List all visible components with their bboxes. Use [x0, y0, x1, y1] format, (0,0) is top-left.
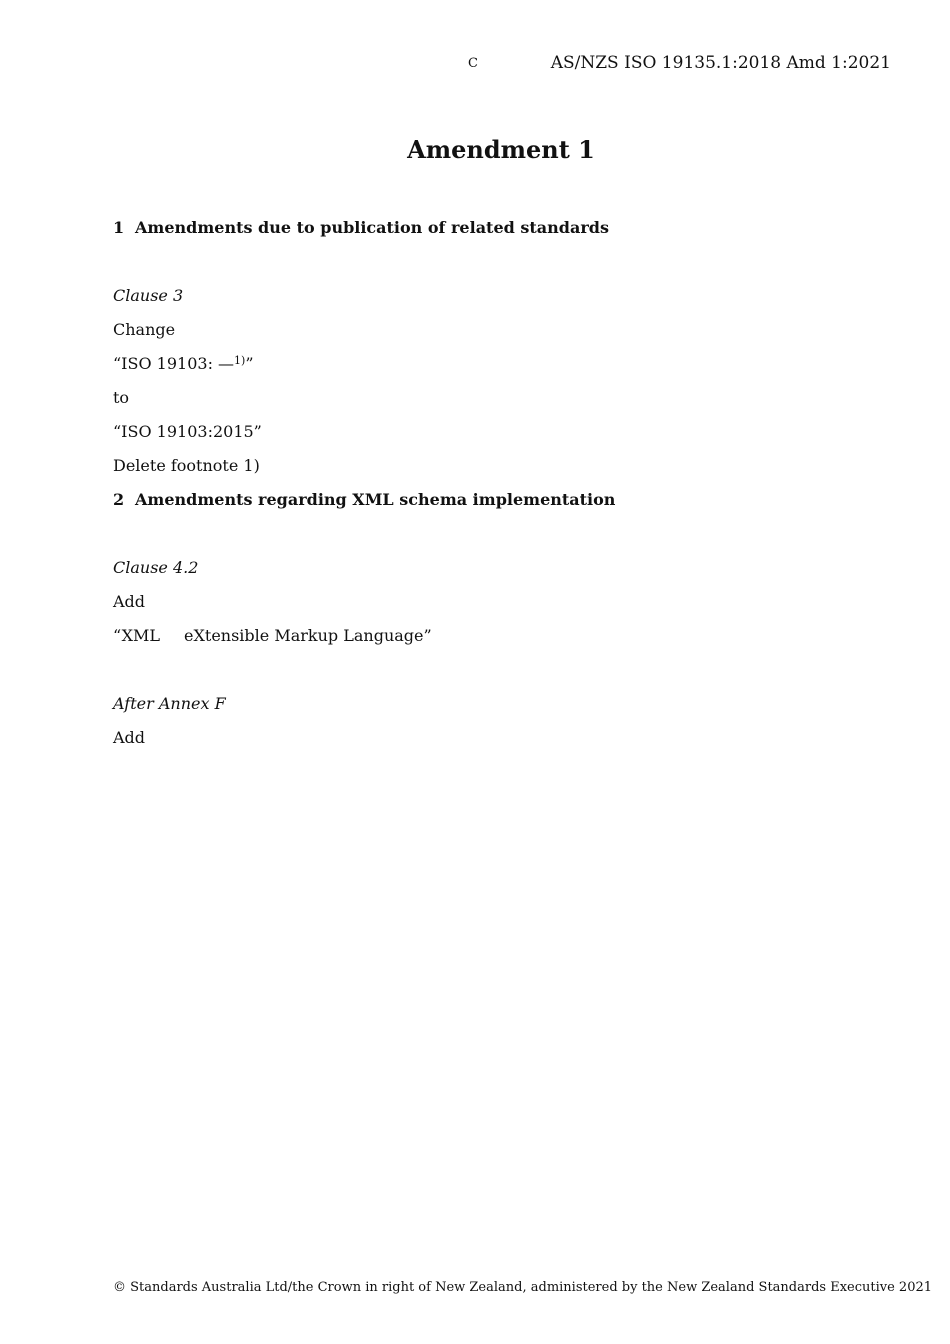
- abbreviation-term: “XML: [113, 626, 161, 645]
- section-2-number: 2: [113, 490, 125, 509]
- section-2-heading: [113, 490, 615, 509]
- section-2-after-annex: After Annex F: [113, 694, 226, 713]
- abbreviation-entry: [113, 626, 432, 645]
- old-reference-text: “ISO 19103: —: [113, 354, 235, 373]
- copyright-footer: © Standards Australia Ltd/the Crown in right of New Zealand, administered by the New Zealand Standards Executive 2021: [113, 1280, 933, 1295]
- delete-footnote-note: Delete footnote 1): [113, 456, 260, 475]
- section-2-clause-4-2: Clause 4.2: [113, 558, 199, 577]
- old-reference: [113, 354, 254, 373]
- header-mark: C: [468, 56, 478, 71]
- abbreviation-definition: eXtensible Markup Language”: [184, 626, 432, 645]
- footnote-marker: 1): [234, 354, 246, 367]
- add-label-1: Add: [113, 592, 146, 611]
- change-label: Change: [113, 320, 176, 339]
- page-title: Amendment 1: [407, 135, 595, 164]
- document-reference: AS/NZS ISO 19135.1:2018 Amd 1:2021: [550, 53, 891, 73]
- section-1-title: Amendments due to publication of related standards: [135, 218, 609, 237]
- section-1-heading: [113, 218, 609, 237]
- old-reference-close: ”: [245, 354, 254, 373]
- add-label-2: Add: [113, 728, 146, 747]
- section-2-title: Amendments regarding XML schema implementation: [135, 490, 616, 509]
- new-reference: “ISO 19103:2015”: [113, 422, 262, 441]
- section-1-number: 1: [113, 218, 125, 237]
- section-1-clause: Clause 3: [113, 286, 184, 305]
- to-label: to: [113, 388, 130, 407]
